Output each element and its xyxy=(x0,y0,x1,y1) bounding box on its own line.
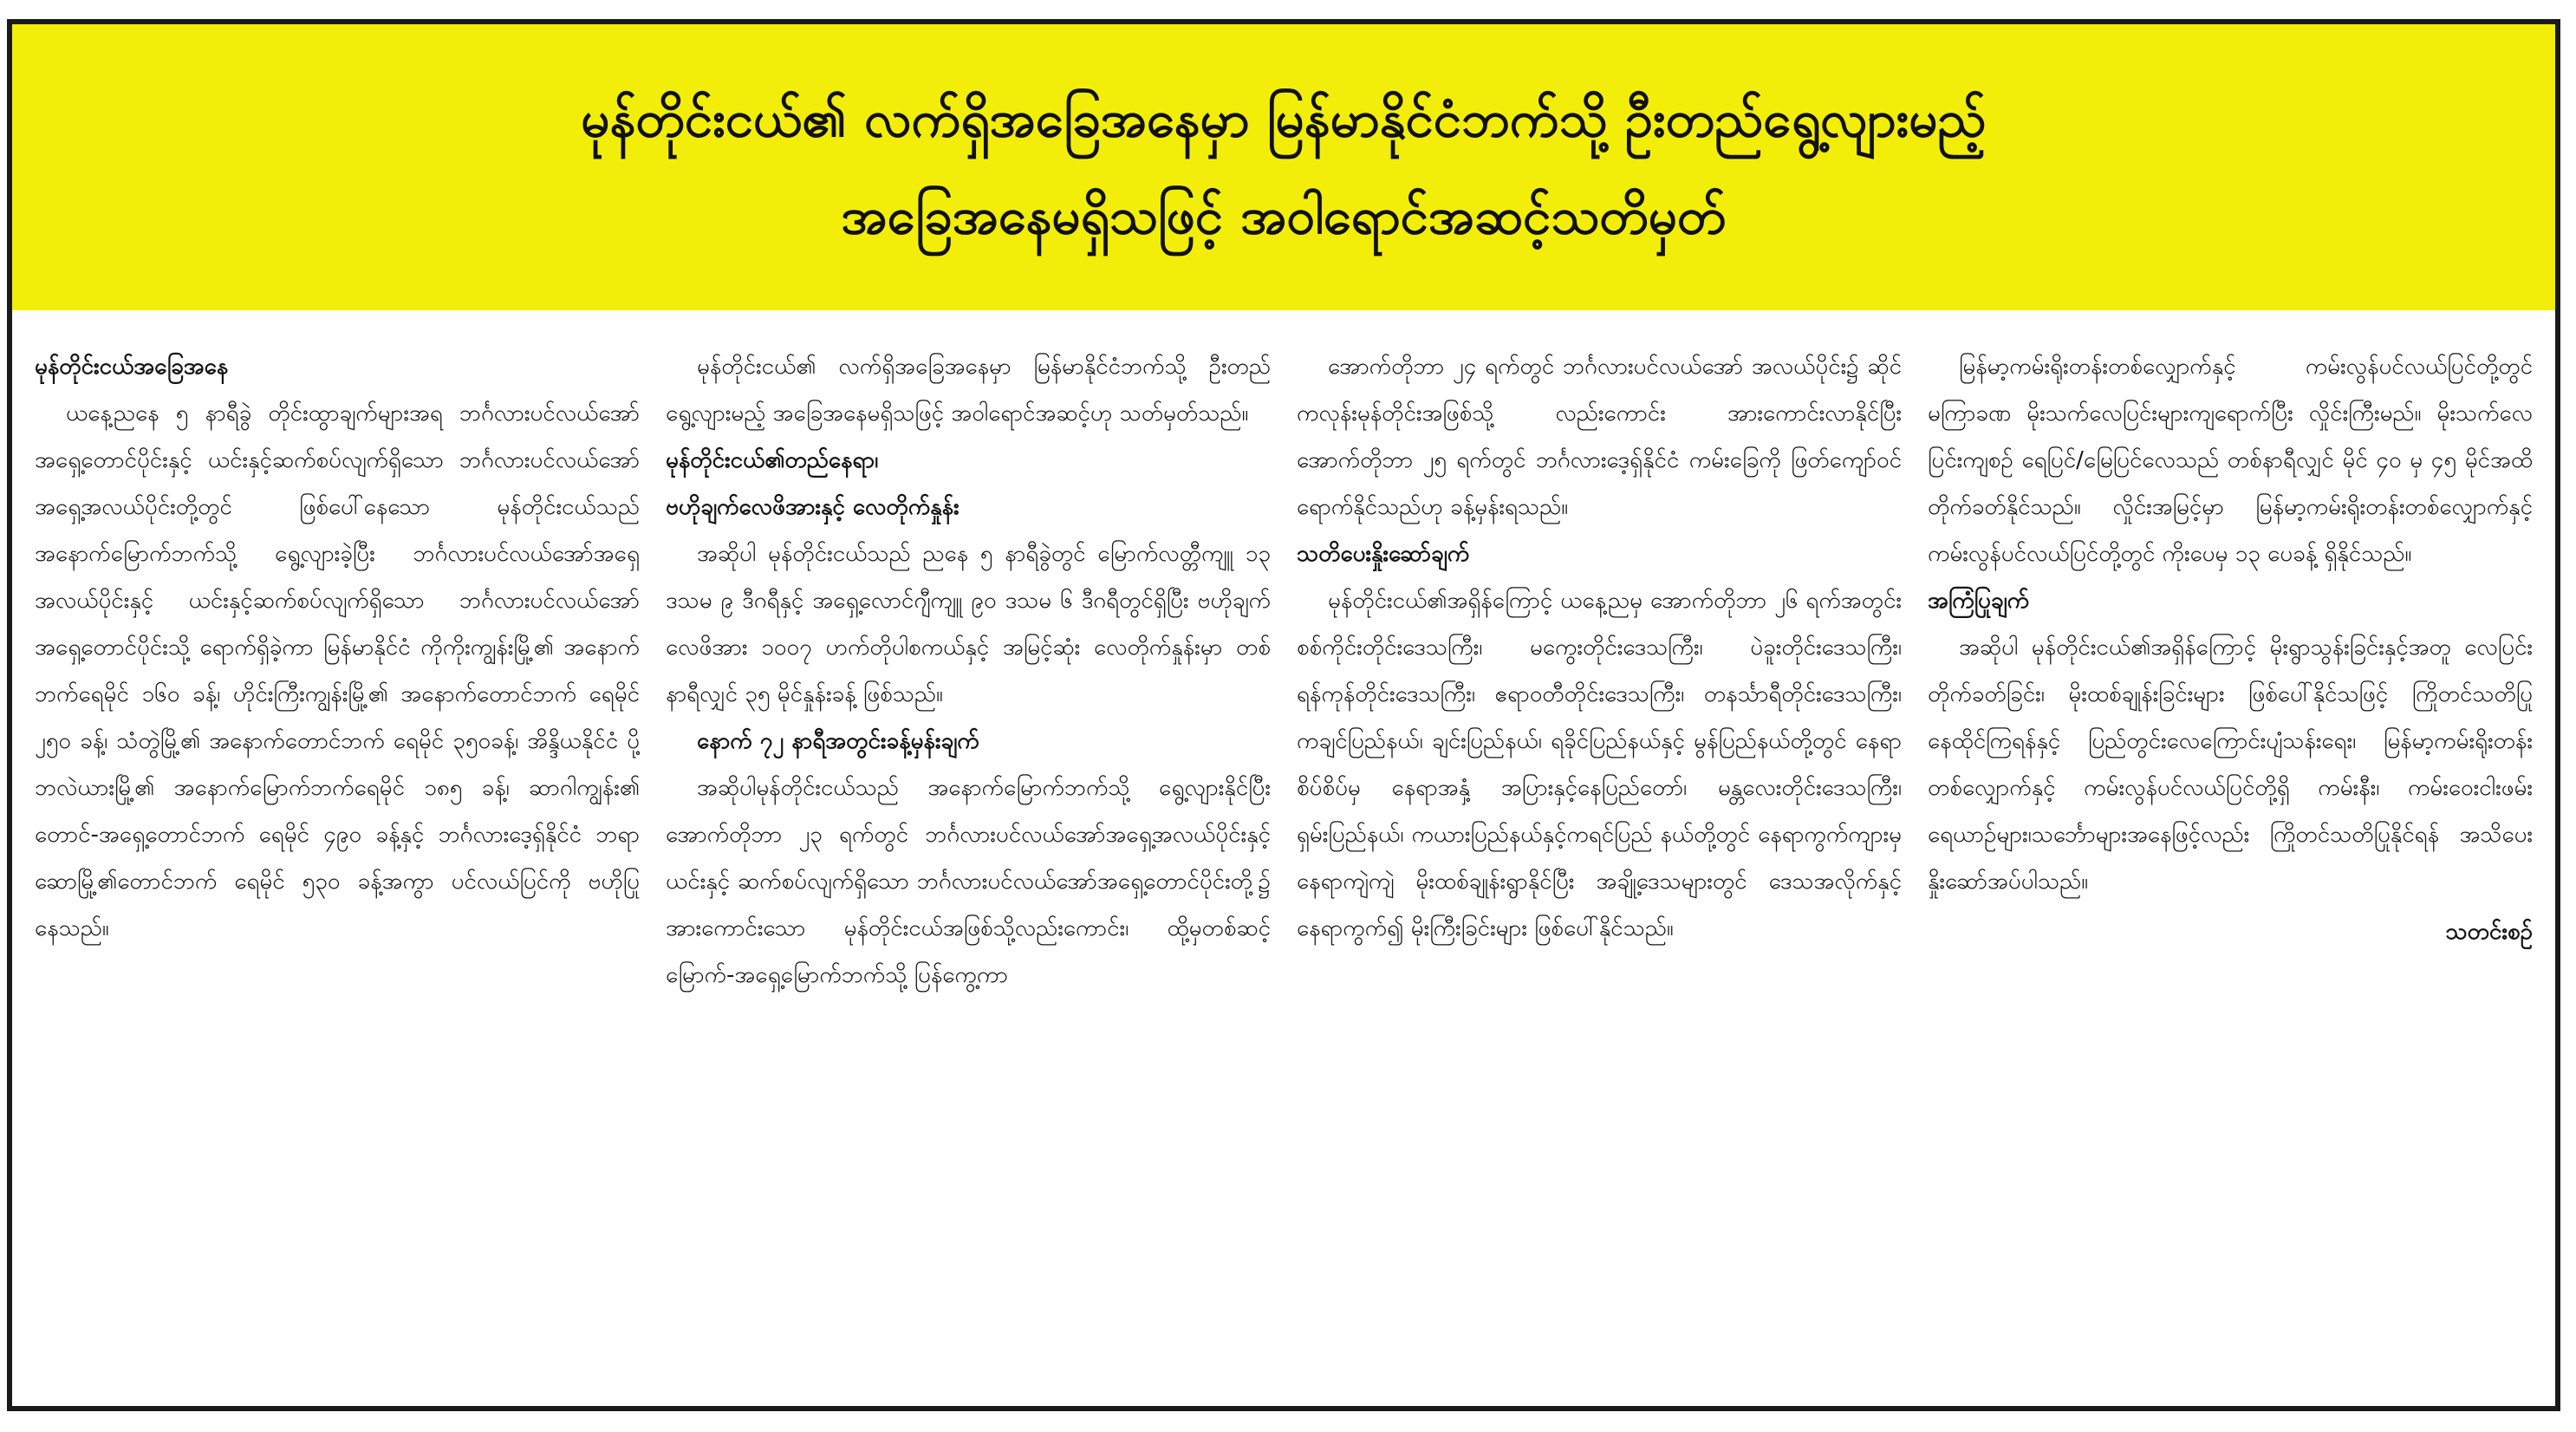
column-3 xyxy=(1297,343,1902,1387)
column-2 xyxy=(666,343,1271,1387)
section-heading: ဗဟိုချက်လေဖိအားနှင့် လေတိုက်နှုန်း xyxy=(666,494,959,520)
section-heading: မုန်တိုင်းငယ်အခြေအနေ xyxy=(35,354,229,380)
headline-banner xyxy=(12,24,2555,310)
paragraph: မုန်တိုင်းငယ်၏အရှိန်ကြောင့် ယနေ့ညမှ အောက်တိုဘာ ၂၆ ရက်အတွင်း စစ်ကိုင်းတိုင်းဒေသကြီး၊ မကွေးတိုင်းဒေသကြီး၊ ပဲခူးတိုင်းဒေသကြီး၊ ရန်ကုန်တိုင်းဒေသကြီး၊ ဧရာဝတီတိုင်းဒေသကြီး၊ တနင်္သာရီတိုင်းဒေသကြီး၊ ကချင်ပြည်နယ်၊ ချင်းပြည်နယ်၊ ရခိုင်ပြည်နယ်နှင့် မွန်ပြည်နယ်တို့တွင် နေရာစိပ်စိပ်မှ နေရာအနှံ့ အပြားနှင့်နေပြည်တော်၊ မန္တလေးတိုင်းဒေသကြီး၊ ရှမ်းပြည်နယ်၊ ကယားပြည်နယ်နှင့်ကရင်ပြည် နယ်တို့တွင် နေရာကွက်ကျားမှ နေရာကျဲကျဲ မိုးထစ်ချုန်းရွာနိုင်ပြီး အချို့ဒေသများတွင် ဒေသအလိုက်နှင့် နေရာကွက်၍ မိုးကြီးခြင်းများ ဖြစ်ပေါ်နိုင်သည်။ xyxy=(1297,588,1902,941)
byline: သတင်းစဉ် xyxy=(2445,919,2533,945)
paragraph: မုန်တိုင်းငယ်၏ လက်ရှိအခြေအနေမှာ မြန်မာနိုင်ငံဘက်သို့ ဦးတည်ရွေ့လျားမည့် အခြေအနေမရှိသဖြင့် အဝါရောင်အဆင့်ဟု သတ်မှတ်သည်။ xyxy=(666,354,1271,426)
section-heading: မုန်တိုင်းငယ်၏တည်နေရာ၊ xyxy=(666,447,879,473)
section-heading: နောက် ၇၂ နာရီအတွင်းခန့်မှန်းချက် xyxy=(697,728,979,754)
column-1 xyxy=(35,343,640,1387)
headline-line-2: အခြေအနေမရှိသဖြင့် အဝါရောင်အဆင့်သတိမှတ် xyxy=(841,186,1727,245)
article-columns xyxy=(35,343,2533,1387)
article-frame xyxy=(7,19,2560,1411)
section-heading: သတိပေးနှိုးဆော်ချက် xyxy=(1297,541,1470,567)
paragraph: အဆိုပါ မုန်တိုင်းငယ်သည် ညနေ ၅ နာရီခွဲတွင် မြောက်လတ္တီကျူ ၁၃ ဒသမ ၉ ဒီဂရီနှင့် အရှေ့လောင်ဂျီကျူ ၉၀ ဒသမ ၆ ဒီဂရီတွင်ရှိပြီး ဗဟိုချက် လေဖိအား ၁၀၀၇ ဟက်တိုပါစကယ်နှင့် အမြင့်ဆုံး လေတိုက်နှုန်းမှာ တစ်နာရီလျှင် ၃၅ မိုင်နှုန်းခန့် ဖြစ်သည်။ xyxy=(666,541,1271,707)
paragraph: အောက်တိုဘာ ၂၄ ရက်တွင် ဘင်္ဂလားပင်လယ်အော် အလယ်ပိုင်း၌ ဆိုင်ကလုန်းမုန်တိုင်းအဖြစ်သို့ လည်းကောင်း အားကောင်းလာနိုင်ပြီး အောက်တိုဘာ ၂၅ ရက်တွင် ဘင်္ဂလားဒေ့ရှ်နိုင်ငံ ကမ်းခြေကို ဖြတ်ကျော်ဝင်ရောက်နိုင်သည်ဟု ခန့်မှန်းရသည်။ xyxy=(1297,354,1902,520)
column-4 xyxy=(1928,343,2533,1387)
paragraph: ယနေ့ညနေ ၅ နာရီခွဲ တိုင်းထွာချက်များအရ ဘင်္ဂလားပင်လယ်အော် အရှေ့တောင်ပိုင်းနှင့် ယင်းနှင့်ဆက်စပ်လျက်ရှိသော ဘင်္ဂလားပင်လယ်အော်အရှေ့အလယ်ပိုင်းတို့တွင် ဖြစ်ပေါ်နေသော မုန်တိုင်းငယ်သည် အနောက်မြောက်ဘက်သို့ ရွေ့လျားခဲ့ပြီး ဘင်္ဂလားပင်လယ်အော်အရှေ့အလယ်ပိုင်းနှင့် ယင်းနှင့်ဆက်စပ်လျက်ရှိသော ဘင်္ဂလားပင်လယ်အော် အရှေ့တောင်ပိုင်းသို့ ရောက်ရှိခဲ့ကာ မြန်မာနိုင်ငံ ကိုကိုးကျွန်းမြို့၏ အနောက်ဘက်ရေမိုင် ၁၆၀ ခန့်၊ ဟိုင်းကြီးကျွန်းမြို့၏ အနောက်တောင်ဘက် ရေမိုင် ၂၅၀ ခန့်၊ သံတွဲမြို့၏ အနောက်တောင်ဘက် ရေမိုင် ၃၅၀ခန့်၊ အိန္ဒိယနိုင်ငံ ပို့ဘလဲယားမြို့၏ အနောက်မြောက်ဘက်ရေမိုင် ၁၈၅ ခန့်၊ ဆာဂါကျွန်း၏ တောင်-အရှေ့တောင်ဘက် ရေမိုင် ၄၉၀ ခန့်နှင့် ဘင်္ဂလားဒေ့ရှ်နိုင်ငံ ဘရာဆောမြို့၏တောင်ဘက် ရေမိုင် ၅၃၀ ခန့်အကွာ ပင်လယ်ပြင်ကို ဗဟိုပြုနေသည်။ xyxy=(35,400,640,941)
paragraph: မြန်မာ့ကမ်းရိုးတန်းတစ်လျှောက်နှင့် ကမ်းလွန်ပင်လယ်ပြင်တို့တွင် မကြာခဏ မိုးသက်လေပြင်းများကျရောက်ပြီး လှိုင်းကြီးမည်။ မိုးသက်လေပြင်းကျစဉ် ရေပြင်/မြေပြင်လေသည် တစ်နာရီလျှင် မိုင် ၄၀ မှ ၄၅ မိုင်အထိ တိုက်ခတ်နိုင်သည်။ လှိုင်းအမြင့်မှာ မြန်မာ့ကမ်းရိုးတန်းတစ်လျှောက်နှင့် ကမ်းလွန်ပင်လယ်ပြင်တို့တွင် ကိုးပေမှ ၁၃ ပေခန့် ရှိနိုင်သည်။ xyxy=(1928,354,2533,567)
section-heading: အကြံပြုချက် xyxy=(1928,588,2030,614)
paragraph: အဆိုပါ မုန်တိုင်းငယ်၏အရှိန်ကြောင့် မိုးရွာသွန်းခြင်းနှင့်အတူ လေပြင်းတိုက်ခတ်ခြင်း၊ မိုးထစ်ချုန်းခြင်းများ ဖြစ်ပေါ်နိုင်သဖြင့် ကြိုတင်သတိပြုနေထိုင်ကြရန်နှင့် ပြည်တွင်းလေကြောင်းပျံသန်းရေး၊ မြန်မာ့ကမ်းရိုးတန်းတစ်လျှောက်နှင့် ကမ်းလွန်ပင်လယ်ပြင်တို့ရှိ ကမ်းနီး၊ ကမ်းဝေးငါးဖမ်းရေယာဉ်များ၊သင်္ဘောများအနေဖြင့်လည်း ကြိုတင်သတိပြုနိုင်ရန် အသိပေးနှိုးဆော်အပ်ပါသည်။ xyxy=(1928,635,2533,895)
paragraph: အဆိုပါမုန်တိုင်းငယ်သည် အနောက်မြောက်ဘက်သို့ ရွေ့လျားနိုင်ပြီး အောက်တိုဘာ ၂၃ ရက်တွင် ဘင်္ဂလားပင်လယ်အော်အရှေ့အလယ်ပိုင်းနှင့် ယင်းနှင့် ဆက်စပ်လျက်ရှိသော ဘင်္ဂလားပင်လယ်အော်အရှေ့တောင်ပိုင်းတို့၌ အားကောင်းသော မုန်တိုင်းငယ်အဖြစ်သို့လည်းကောင်း၊ ထို့မှတစ်ဆင့် မြောက်-အရှေ့မြောက်ဘက်သို့ ပြန်ကွေ့ကာ xyxy=(666,775,1271,988)
headline-line-1: မုန်တိုင်းငယ်၏ လက်ရှိအခြေအနေမှာ မြန်မာနိုင်ငံဘက်သို့ ဦးတည်ရွေ့လျားမည့် xyxy=(581,89,1987,148)
